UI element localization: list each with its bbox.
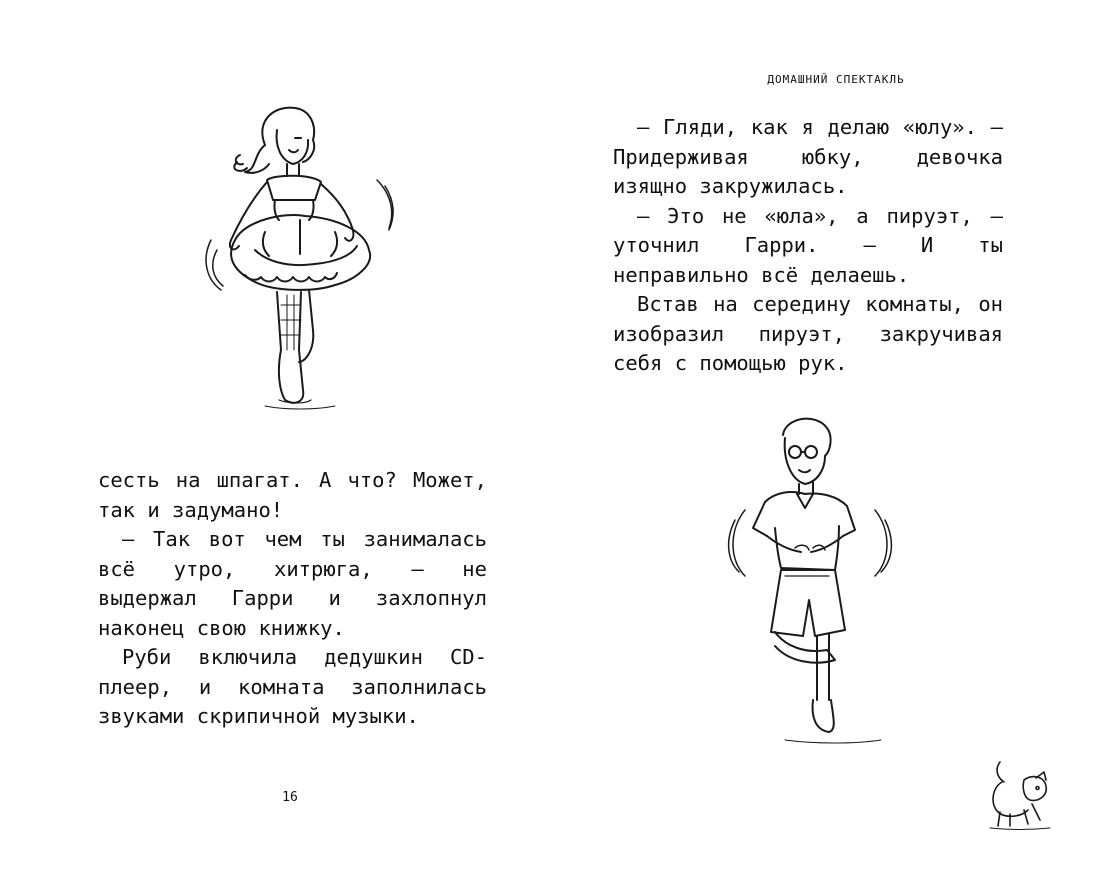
paragraph: сесть на шпагат. А что? Может, так и задумано! [98,468,487,522]
left-body-text [98,466,487,732]
dog-illustration [980,752,1055,832]
paragraph: Встав на середину комнаты, он изобразил пируэт, закручивая себя с помощью рук. [613,292,1003,375]
right-body-text [613,113,1003,379]
right-page [550,0,1100,882]
paragraph: – Так вот чем ты занималась всё утро, хитрюга, – не выдержал Гарри и захлопнул наконец свою книжку. [98,527,487,640]
running-head: ДОМАШНИЙ СПЕКТАКЛЬ [767,73,905,86]
paragraph: Руби включила дедушкин CD-плеер, и комната заполнилась звуками скрипичной музыки. [98,645,487,728]
page-number: 16 [282,790,298,805]
girl-dancing-illustration [205,100,405,420]
boy-dancing-illustration [705,410,925,750]
paragraph: – Это не «юла», а пируэт, – уточнил Гарри. – И ты неправильно всё делаешь. [613,203,1003,287]
paragraph: – Гляди, как я делаю «юлу». – Придерживая юбку, девочка изящно закружилась. [613,115,1003,198]
